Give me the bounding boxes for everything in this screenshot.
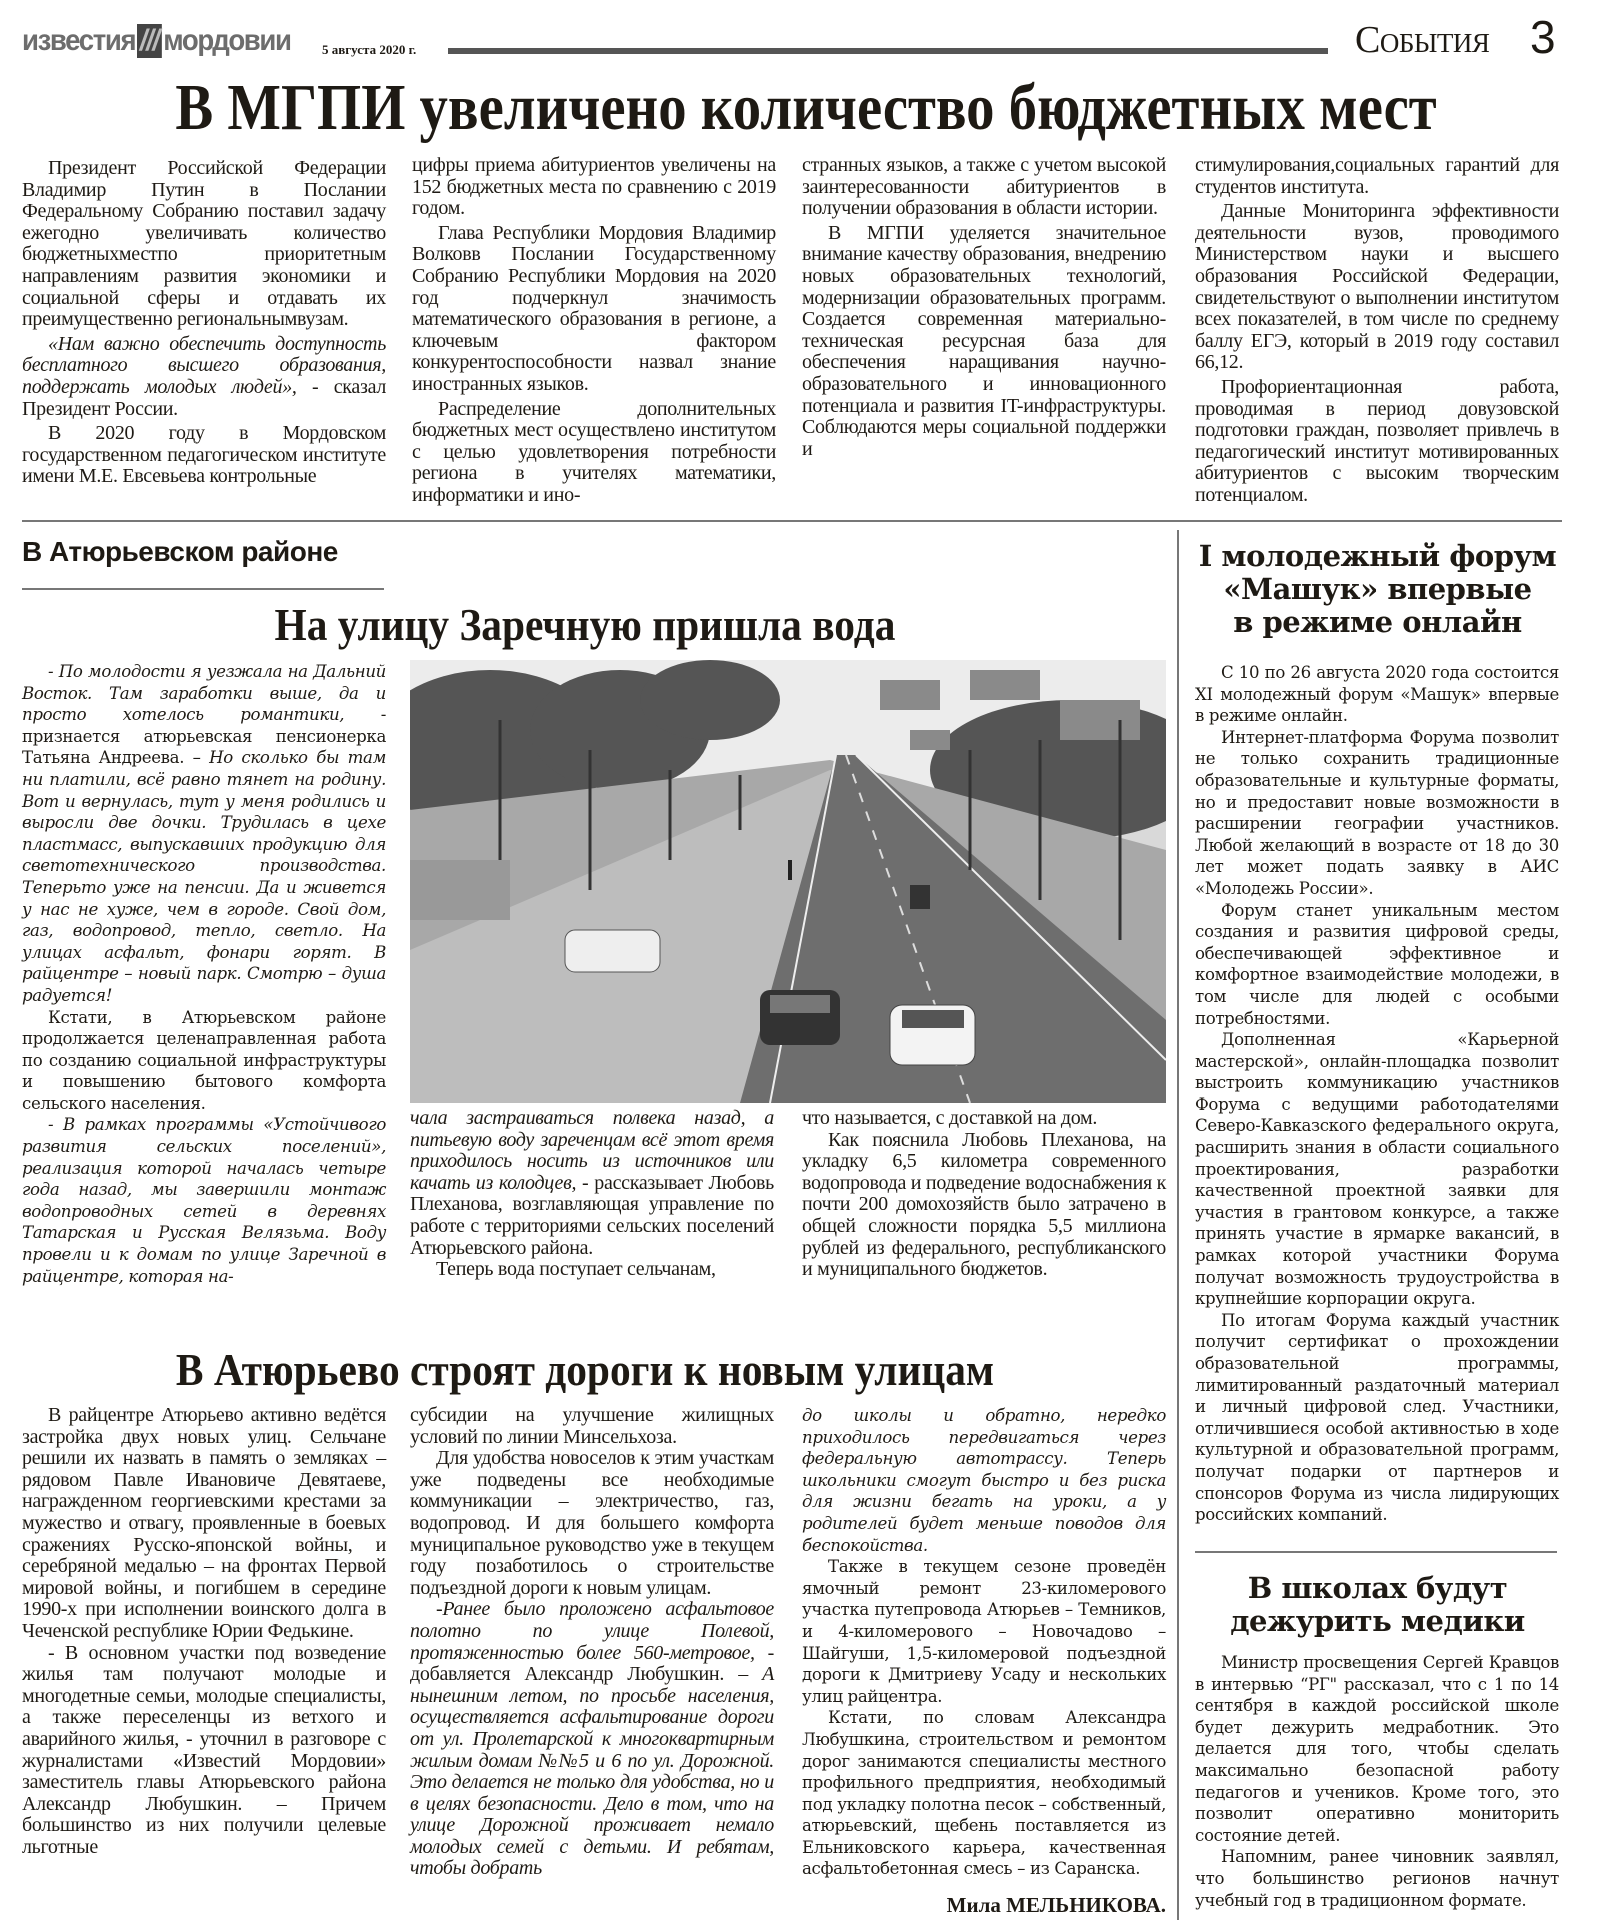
quote-text: «Нам важно обеспечить доступность бесплатного высшего образования, поддержать молодых людей»,: [22, 332, 386, 398]
paragraph: [22, 1643, 386, 1859]
paragraph: [1195, 727, 1559, 900]
paragraph: [22, 1405, 386, 1643]
paragraph: [1195, 201, 1559, 374]
paragraph: [22, 334, 386, 420]
body-text: Кстати, по словам Александра Любушкина, строительством и ремонтом дорог занимаются специалисты местного профильного предприятия, необходимый под укладку полотна песок – собственный, атюрьевский, щебень поставляется из Ельниковского карьера, качественная асфальтобетонная смесь – из Саранска.: [802, 1708, 1166, 1879]
body-text: Дополненная «Карьерной мастерской», онлайн-площадка позволит выстроить коммуникацию участников Форума с ведущими работодателями Северо-Кавказского федерального округа, расширить знания в области социального проектирования, разработки качественной проектной заявки для участия в грантовом конкурсе, а также принять участие в ярмарке вакансий, в рамках которой участники Форума получат возможность трудоустройства в крупнейшие корпорации округа.: [1195, 1030, 1559, 1309]
medics-body: [1195, 1652, 1559, 1911]
body-text: - добавляется Александр Любушкин.: [410, 1641, 774, 1686]
body-text: В 2020 году в Мордовском государственном педагогическом институте имени М.Е. Евсевьева контрольные: [22, 422, 386, 488]
medics-headline-line: дежурить медики: [1230, 1604, 1525, 1638]
forum-headline-line: в режиме онлайн: [1233, 605, 1522, 639]
lead-headline: В МГПИ увеличено количество бюджетных мест: [175, 71, 1437, 144]
column-divider: [1177, 530, 1179, 1920]
body-text: Данные Мониторинга эффективности деятельности вузов, проводимого Министерством науки и высшего образования Российской Федерации, свидетельствуют о выполнении институтом всех показателей, в том числе по среднему баллу ЕГЭ, который в 2019 году составил 66,12.: [1195, 200, 1559, 374]
newspaper-logo: [22, 24, 291, 58]
paragraph: [1195, 377, 1559, 507]
sidebar-divider: [1195, 1551, 1557, 1553]
logo-text-left: известия: [22, 24, 136, 57]
car-white-left: [565, 930, 660, 972]
logo-mark: ///: [137, 24, 161, 58]
paragraph: [1195, 900, 1559, 1030]
rubric-label: В Атюрьевском районе: [22, 536, 338, 567]
body-text: В МГПИ уделяется значительное внимание качеству образования, внедрению новых образовательных технологий, модернизации образовательных программ. Создается современная материально-техническая ресурсная база для обеспечения наращивания научно-образовательного и инновационного потенциала и развития IT-инфраструктуры. Соблюдаются меры социальной поддержки и: [802, 221, 1166, 460]
quote-text: чала застраиваться полвека назад, а питьевую воду зареченцам всё этот время приходилось носить из источников или качать из колодцев,: [410, 1107, 774, 1194]
section-divider: [22, 520, 1562, 522]
lead-column-2: [412, 155, 776, 507]
paragraph: [410, 1448, 774, 1599]
body-text: В райцентре Атюрьево активно ведётся застройка двух новых улиц. Сельчане решили их назвать в память о земляках – рядовом Павле Ивановиче Девятаеве, награжденном георгиевскими крестами за мужество и отвагу, проявленные в боевых сражениях Русско-японской войны, и серебряной медалью – на фронтах Первой мировой войны, и погибшем в середине 1990-х при исполнении воинского долга в Чеченской республике Юрии Федькине.: [22, 1404, 386, 1642]
paragraph: [412, 155, 776, 220]
paragraph: [802, 1405, 1166, 1556]
section-name: События: [1355, 19, 1490, 61]
forum-headline-line: «Машук» впервые: [1223, 572, 1532, 606]
body-text: Интернет-платформа Форума позволит не только сохранить традиционные образовательные и культурные форматы, но и предоставит новые возможности в расширении географии участников. Любой желающий в возрасте от 18 до 30 лет может подать заявку в АИС «Молодежь России».: [1195, 727, 1559, 898]
water-column-2: [410, 1108, 774, 1281]
quote-text: – А нынешним летом, по просьбе населения, осуществляется асфальтирование дороги от ул. Пролетарской к многоквартирным жилым домам №№5 и 6 по ул. Дорожной. Это делается не только для удобства, но и в целях безопасности. Дело в том, что на улице Дорожной проживает немало молодых семей с детьми. И ребятам, чтобы добрать: [410, 1663, 774, 1880]
issue-date: 5 августа 2020 г.: [322, 42, 417, 57]
paragraph: [22, 423, 386, 488]
paragraph: [410, 1259, 774, 1281]
paragraph: [802, 1130, 1166, 1281]
water-column-3: [802, 1108, 1166, 1281]
water-column-1: [22, 661, 386, 1287]
body-text: что называется, с доставкой на дом.: [802, 1107, 1098, 1129]
body-text: Глава Республики Мордовия Владимир Волковв Послании Государственному Собранию Республики Мордовия на 2020 год подчеркнул значимость математического образования в регионе, а ключевым фактором конкурентоспособности назвал знание иностранных языков.: [412, 221, 776, 395]
header-rule: [448, 48, 1328, 54]
paragraph: [802, 1108, 1166, 1130]
roads-column-3: [802, 1405, 1166, 1880]
paragraph: [412, 223, 776, 396]
paragraph: [22, 661, 386, 1007]
paragraph: [802, 1556, 1166, 1707]
author-signature: Мила МЕЛЬНИКОВА.: [946, 1893, 1166, 1917]
medics-headline-line: В школах будут: [1247, 1571, 1508, 1605]
roads-column-1: [22, 1405, 386, 1858]
paragraph: [802, 155, 1166, 220]
quote-text: - В рамках программы «Устойчивого развития сельских поселений», реализация которой началась четыре года назад, мы завершили монтаж водопроводных сетей в деревнях Татарская и Русская Велязьма. Воду провели и к домам по улице Заречной в райцентре, которая на-: [22, 1115, 386, 1286]
car-dark: [760, 990, 840, 1045]
paragraph: [22, 1114, 386, 1287]
body-text: Как пояснила Любовь Плеханова, на укладку 6,5 километра современного водопровода и подведение водоснабжения к почти 200 домохозяйств было затрачено в общей сложности порядка 5,5 миллиона рублей из федерального, республиканского и муниципального бюджетов.: [802, 1128, 1166, 1281]
paragraph: [1195, 155, 1559, 198]
body-text: стимулирования,социальных гарантий для студентов института.: [1195, 154, 1559, 198]
page-number: 3: [1530, 11, 1556, 63]
body-text: Кстати, в Атюрьевском районе продолжается целенаправленная работа по созданию социальной инфраструктуры и повышению бытового комфорта сельского населения.: [22, 1007, 386, 1113]
paragraph: [1195, 1846, 1559, 1911]
body-text: Президент Российской Федерации Владимир Путин в Послании Федеральному Собранию поставил задачу ежегодно увеличивать количество бюджетныхместпо приоритетным направлениям развития экономики и социальной сферы и отдавать их преимущественно региональнымвузам.: [22, 157, 386, 331]
body-text: Для удобства новоселов к этим участкам уже подведены все необходимые коммуникации – электричество, газ, водопровод. И для большего комфорта муниципальное руководство уже в текущем году позаботилось о строительстве подъездной дороги к новым улицам.: [410, 1447, 774, 1599]
forum-body: [1195, 662, 1559, 1526]
paragraph: [412, 399, 776, 507]
paragraph: [22, 1007, 386, 1115]
body-text: цифры приема абитуриентов увеличены на 152 бюджетных места по сравнению с 2019 годом.: [412, 154, 776, 220]
paragraph: [802, 1707, 1166, 1880]
body-text: Министр просвещения Сергей Кравцов в интервью “РГ" рассказал, что с 1 по 14 сентября в каждой российской школе будет дежурить медработник. Это делается для того, чтобы сделать максимально безопасной работу педагогов и учеников. Кроме того, это позволит оперативно мониторить состояние детей.: [1195, 1653, 1559, 1845]
body-text: - В основном участки под возведение жилья там получают молодые и многодетные семьи, молодые специалисты, а также переселенцы из ветхого и аварийного жилья, - уточнил в разговоре с журналистами «Известий Мордовии» заместитель главы Атюрьевского района Александр Любушкин. – Причем большинство из них получили целевые льготные: [22, 1641, 386, 1858]
roads-column-2: [410, 1405, 774, 1880]
logo-text-right: мордовии: [163, 24, 291, 57]
body-text: - рассказывает Любовь Плеханова, возглавляющая управление по работе с территориями сельских поселений Атюрьевского района.: [410, 1171, 774, 1259]
body-text: Напомним, ранее чиновник заявлял, что большинство регионов начнут учебный год в традиционном формате.: [1195, 1847, 1559, 1910]
body-text: Распределение дополнительных бюджетных мест осуществлено институтом с целью удовлетворения потребности региона в учителях математики, информатики и ино-: [412, 397, 776, 506]
village-road-photo: [410, 660, 1166, 1103]
body-text: странных языков, а также с учетом высокой заинтересованности абитуриентов в получении образования в области истории.: [802, 154, 1166, 220]
paragraph: [1195, 1652, 1559, 1846]
body-text: Профориентационная работа, проводимая в период довузовской подготовки граждан, позволяет привлечь в педагогический институт мотивированных абитуриентов с высоким творческим потенциалом.: [1195, 375, 1559, 506]
paragraph: [22, 158, 386, 331]
lead-column-4: [1195, 155, 1559, 507]
lead-column-3: [802, 155, 1166, 460]
quote-text: до школы и обратно, нередко приходилось передвигаться через федеральную автотрассу. Теперь школьники смогут быстро и без риска для жизни бегать на уроки, а у родителей будет меньше поводов для беспокойства.: [802, 1406, 1166, 1555]
quote-text: - По молодости я уезжала на Дальний Восток. Там заработки выше, да и просто хотелось романтики,: [22, 662, 386, 725]
forum-headline: [1190, 540, 1565, 639]
body-text: Также в текущем сезоне проведён ямочный ремонт 23-киломерового участка путепровода Атюрьев – Темников, и 4-киломерового – Новочадово – Шайгуши, 1,5-киломеровой подъездной дороги к Дмитриеву Усаду и нескольких улиц райцентра.: [802, 1557, 1166, 1706]
medics-headline: [1190, 1572, 1565, 1638]
body-text: Форум станет уникальным местом создания и развития цифровой среды, обеспечивающей эффективное и комфортное взаимодействие молодежи, в том числе для людей с особыми потребностями.: [1195, 900, 1559, 1028]
body-text: - признается атюрьевская пенсионерка Татьяна Андреева.: [22, 705, 386, 768]
quote-text: -Ранее было проложено асфальтовое полотно по улице Полевой, протяженностью более 560-метровое,: [410, 1598, 774, 1664]
paragraph: [410, 1108, 774, 1259]
paragraph: [1195, 1029, 1559, 1310]
water-headline: На улицу Заречную пришла вода: [274, 599, 896, 650]
paragraph: [410, 1599, 774, 1880]
body-text: - сказал Президент России.: [22, 375, 386, 420]
rubric-rule: [22, 588, 384, 590]
body-text: С 10 по 26 августа 2020 года состоится XI молодежный форум «Машук» впервые в режиме онлайн.: [1195, 663, 1559, 726]
body-text: По итогам Форума каждый участник получит сертификат о прохождении образовательной программы, лимитированный раздаточный материал и личный цифровой след. Участники, отличившиеся особой активностью в ходе культурной и образовательной программ, получат подарки от партнеров и спонсоров Форума из числа лидирующих российских компаний.: [1195, 1310, 1559, 1525]
roads-headline: В Атюрьево строят дороги к новым улицам: [175, 1344, 995, 1395]
car-white-right: [890, 1005, 975, 1065]
lead-column-1: [22, 155, 386, 488]
paragraph: [1195, 662, 1559, 727]
body-text: субсидии на улучшение жилищных условий по линии Минсельхоза.: [410, 1404, 774, 1448]
paragraph: [410, 1405, 774, 1448]
forum-headline-line: I молодежный форум: [1198, 539, 1557, 573]
paragraph: [1195, 1310, 1559, 1526]
paragraph: [802, 223, 1166, 461]
quote-text: – Но сколько бы там ни платили, всё равно тянет на родину. Вот и вернулась, тут у меня родились и выросли две дочки. Трудилась в цехе пластмасс, выпускавших продукцию для светотехнического производства. Теперьто уже на пенсии. Да и живется у нас не хуже, чем в городе. Свой дом, газ, водопровод, тепло, светло. На улицах асфальт, фонари горят. В райцентре – новый парк. Смотрю – душа радуется!: [22, 748, 386, 1005]
body-text: Теперь вода поступает сельчанам,: [436, 1258, 716, 1281]
